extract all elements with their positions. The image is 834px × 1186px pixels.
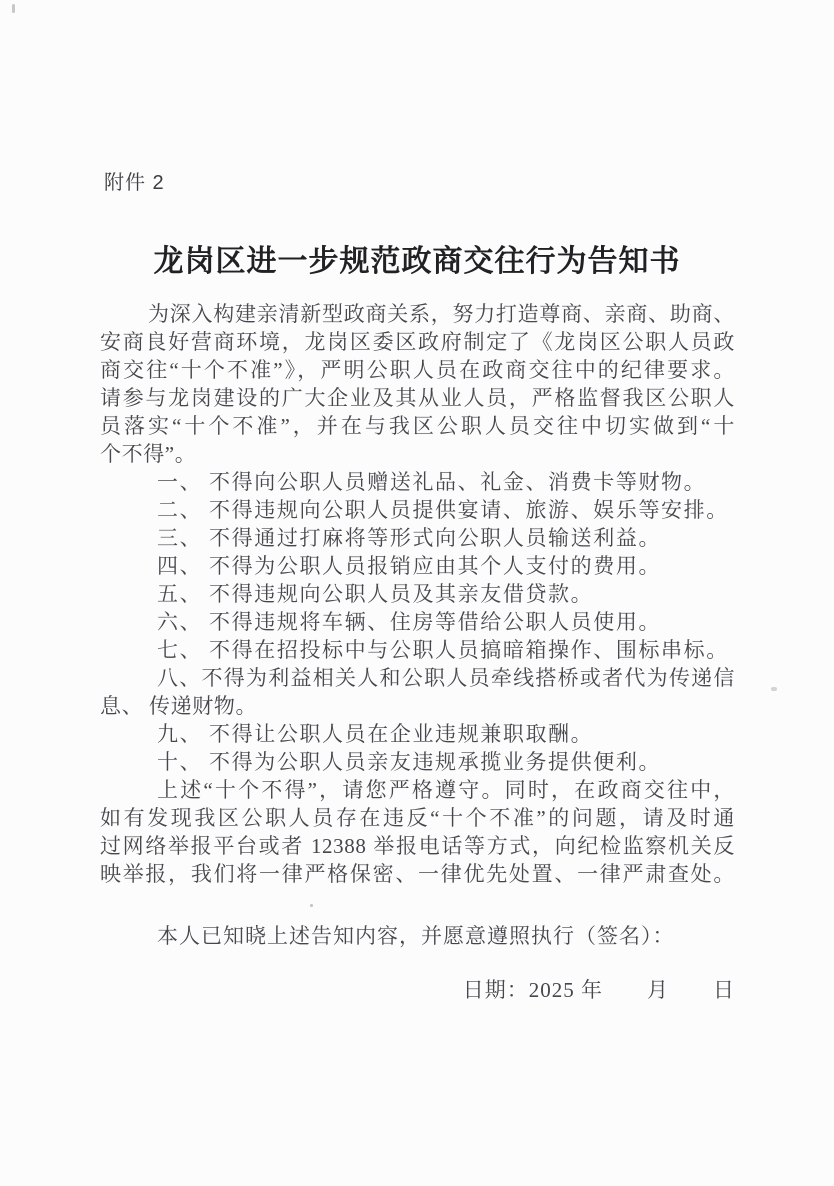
- body-line: 三、 不得通过打麻将等形式向公职人员输送利益。: [157, 526, 662, 550]
- body-line: 一、 不得向公职人员赠送礼品、礼金、消费卡等财物。: [157, 470, 707, 494]
- body-line: 过网络举报平台或者 12388 举报电话等方式，向纪检监察机关反: [100, 834, 735, 858]
- body-line: 员落实“十个不准”，并在与我区公职人员交往中切实做到“十: [100, 414, 735, 438]
- body-line: 个不得”。: [100, 442, 197, 466]
- body-line: 商交往“十个不准”》，严明公职人员在政商交往中的纪律要求。: [100, 358, 735, 382]
- attachment-label: 附件 2: [104, 172, 165, 194]
- body-line: 四、 不得为公职人员报销应由其个人支付的费用。: [157, 554, 662, 578]
- body-line: 二、 不得违规向公职人员提供宴请、旅游、娱乐等安排。: [157, 498, 729, 522]
- document-title: 龙岗区进一步规范政商交往行为告知书: [153, 245, 681, 278]
- signature-line: 本人已知晓上述告知内容，并愿意遵照执行（签名）：: [157, 924, 675, 948]
- body-line: 映举报，我们将一律严格保密、一律优先处置、一律严肃查处。: [100, 862, 735, 886]
- document-body: [100, 300, 735, 1004]
- body-line: 如有发现我区公职人员存在违反“十个不准”的问题，请及时通: [100, 806, 735, 830]
- body-line: 八、不得为利益相关人和公职人员牵线搭桥或者代为传递信: [157, 666, 735, 690]
- body-line: 五、 不得违规向公职人员及其亲友借贷款。: [157, 582, 594, 606]
- body-line: 为深入构建亲清新型政商关系，努力打造尊商、亲商、助商、: [148, 302, 735, 326]
- body-line: 七、 不得在招投标中与公职人员搞暗箱操作、围标串标。: [157, 638, 729, 662]
- body-line: 安商良好营商环境，龙岗区委区政府制定了《龙岗区公职人员政: [100, 330, 735, 354]
- scan-artifact: [12, 4, 15, 13]
- body-line: 息、 传递财物。: [100, 694, 258, 718]
- date-line: 日期：2025 年 月 日: [462, 978, 735, 1002]
- body-line: 十、 不得为公职人员亲友违规承揽业务提供便利。: [157, 750, 662, 774]
- body-line: 上述“十个不得”，请您严格遵守。同时，在政商交往中，: [157, 778, 735, 802]
- body-line: 请参与龙岗建设的广大企业及其从业人员，严格监督我区公职人: [100, 386, 735, 410]
- body-line: 九、 不得让公职人员在企业违规兼职取酬。: [157, 722, 594, 746]
- scan-artifact: [771, 687, 777, 691]
- body-line: 六、 不得违规将车辆、住房等借给公职人员使用。: [157, 610, 662, 634]
